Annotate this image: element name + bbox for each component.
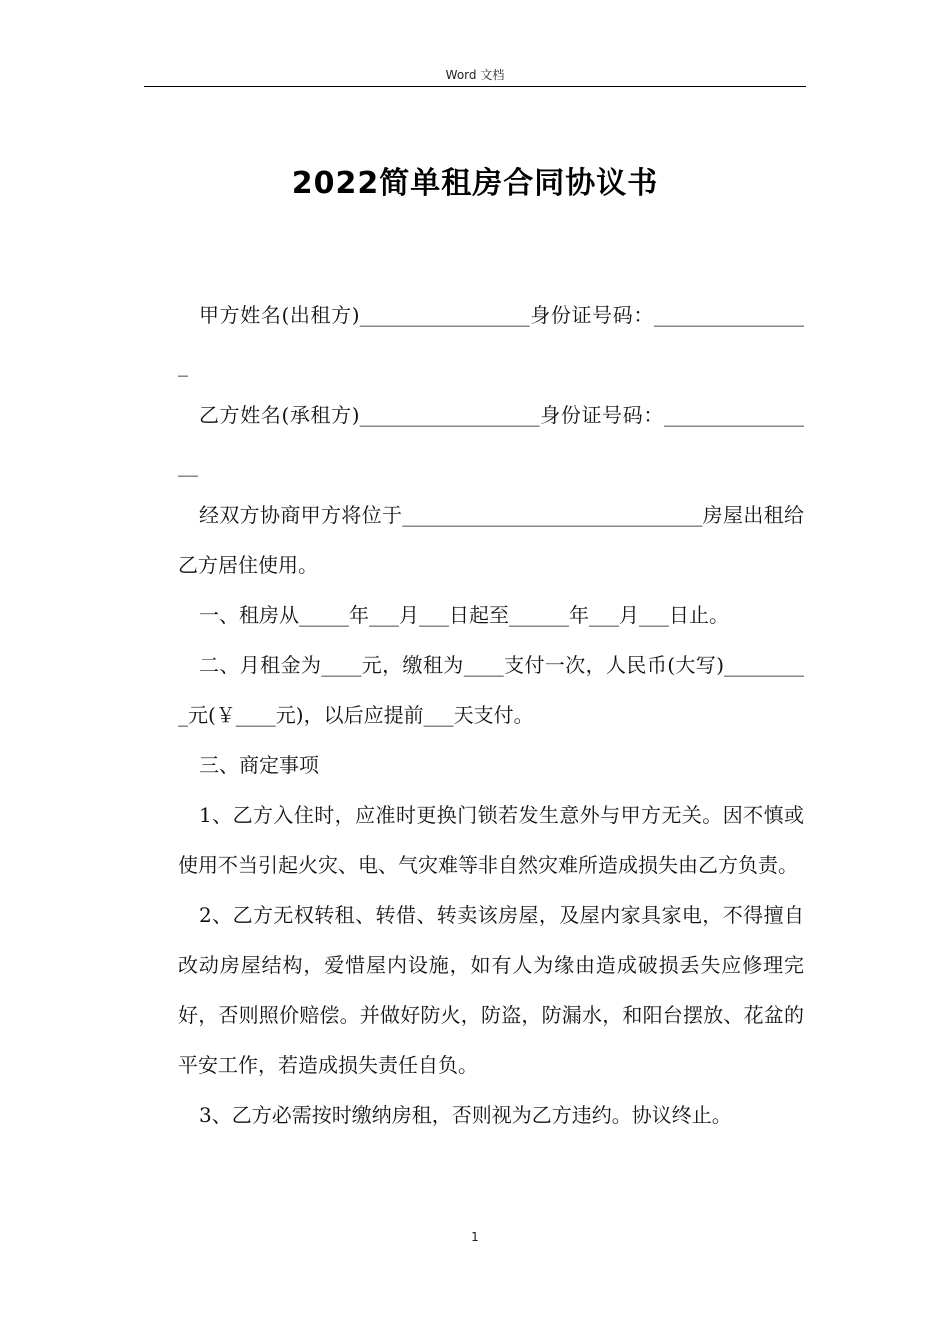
premises-paragraph: 经双方协商甲方将位于______________________________房屋出租给乙方居住使用。 bbox=[178, 503, 804, 577]
header-divider bbox=[144, 86, 806, 87]
agreed-matters-heading: 三、商定事项 bbox=[199, 753, 319, 777]
clause-2-paragraph: 2、乙方无权转租、转借、转卖该房屋，及屋内家具家电，不得擅自改动房屋结构，爱惜屋内设施，如有人为缘由造成破损丢失应修理完好，否则照价赔偿。并做好防火，防盗，防漏水，和阳台摆放、花盆的平安工作，若造成损失责任自负。 bbox=[178, 903, 804, 1077]
clause-3-paragraph: 3、乙方必需按时缴纳房租，否则视为乙方违约。协议终止。 bbox=[199, 1103, 732, 1127]
page-number: 1 bbox=[471, 1230, 479, 1244]
rent-paragraph: 二、月租金为____元，缴租为____支付一次，人民币(大写)_________元(￥____元)，以后应提前___天支付。 bbox=[178, 653, 804, 727]
party-b-paragraph: 乙方姓名(承租方)__________________身份证号码：________________ bbox=[178, 403, 804, 477]
document-title: 2022简单租房合同协议书 bbox=[291, 166, 659, 201]
page-header: Word 文档 bbox=[445, 68, 505, 82]
party-a-paragraph: 甲方姓名(出租方)_________________身份证号码：________________ bbox=[178, 303, 804, 377]
term-paragraph: 一、租房从_____年___月___日起至______年___月___日止。 bbox=[199, 603, 729, 627]
document-body bbox=[178, 290, 804, 1140]
clause-1-paragraph: 1、乙方入住时，应准时更换门锁若发生意外与甲方无关。因不慎或使用不当引起火灾、电、气灾难等非自然灾难所造成损失由乙方负责。 bbox=[178, 803, 804, 877]
